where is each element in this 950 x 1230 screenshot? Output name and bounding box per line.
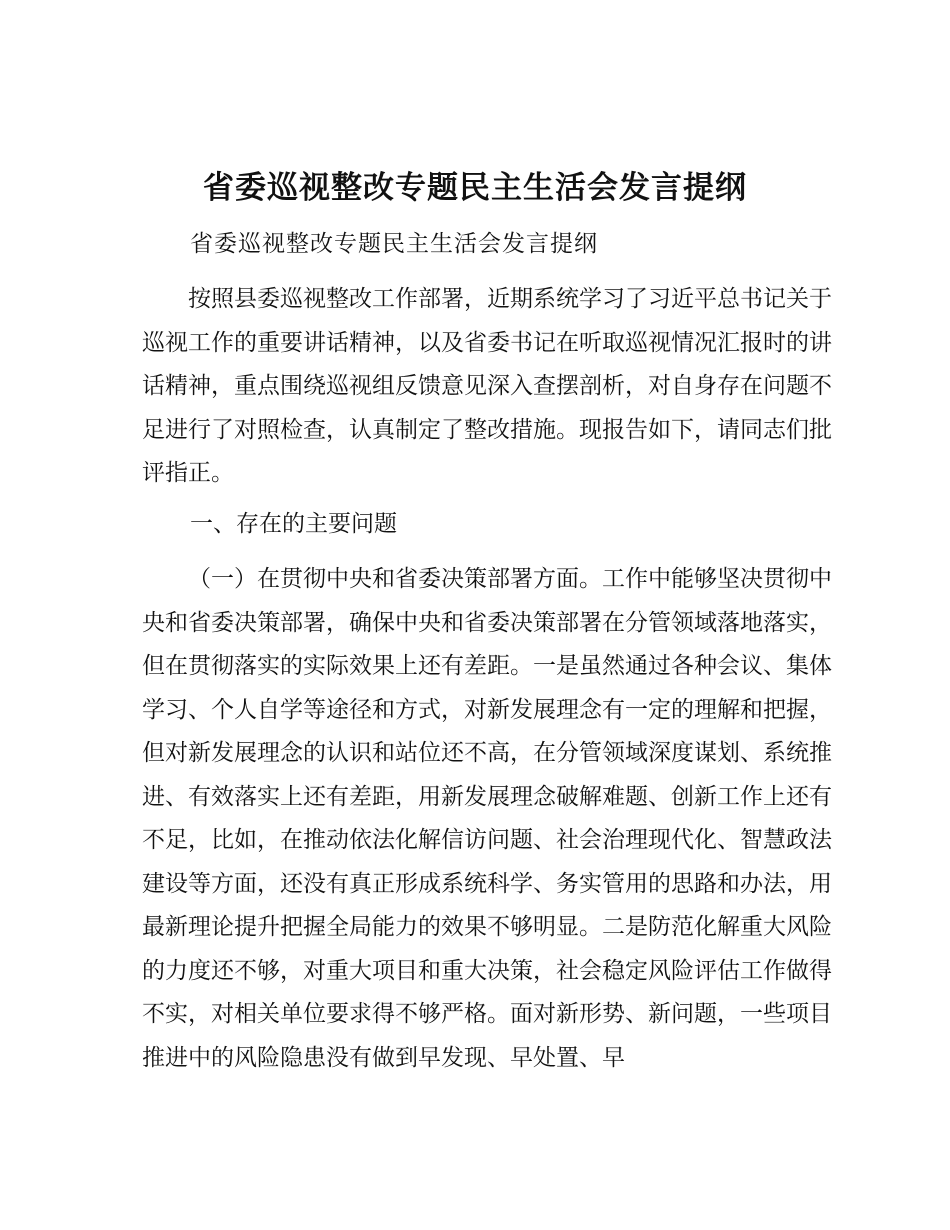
document-subtitle: 省委巡视整改专题民主生活会发言提纲	[190, 231, 598, 257]
intro-paragraph: 按照县委巡视整改工作部署，近期系统学习了习近平总书记关于巡视工作的重要讲话精神，以及省委书记在听取巡视情况汇报时的讲话精神，重点围绕巡视组反馈意见深入查摆剖析，对自身存在问题不足进行了对照检查，认真制定了整改措施。现报告如下，请同志们批评指正。	[142, 286, 832, 486]
section-paragraph: （一）在贯彻中央和省委决策部署方面。工作中能够坚决贯彻中央和省委决策部署，确保中央和省委决策部署在分管领域落地落实，但在贯彻落实的实际效果上还有差距。一是虽然通过各种会议、集体学习、个人自学等途径和方式，对新发展理念有一定的理解和把握，但对新发展理念的认识和站位还不高，在分管领域深度谋划、系统推进、有效落实上还有差距，用新发展理念破解难题、创新工作上还有不足，比如，在推动依法化解信访问题、社会治理现代化、智慧政法建设等方面，还没有真正形成系统科学、务实管用的思路和办法，用最新理论提升把握全局能力的效果不够明显。二是防范化解重大风险的力度还不够，对重大项目和重大决策，社会稳定风险评估工作做得不实，对相关单位要求得不够严格。面对新形势、新问题，一些项目推进中的风险隐患没有做到早发现、早处置、早	[142, 566, 832, 1071]
document-title: 省委巡视整改专题民主生活会发言提纲	[203, 170, 747, 206]
section-heading: 一、存在的主要问题	[190, 511, 397, 537]
